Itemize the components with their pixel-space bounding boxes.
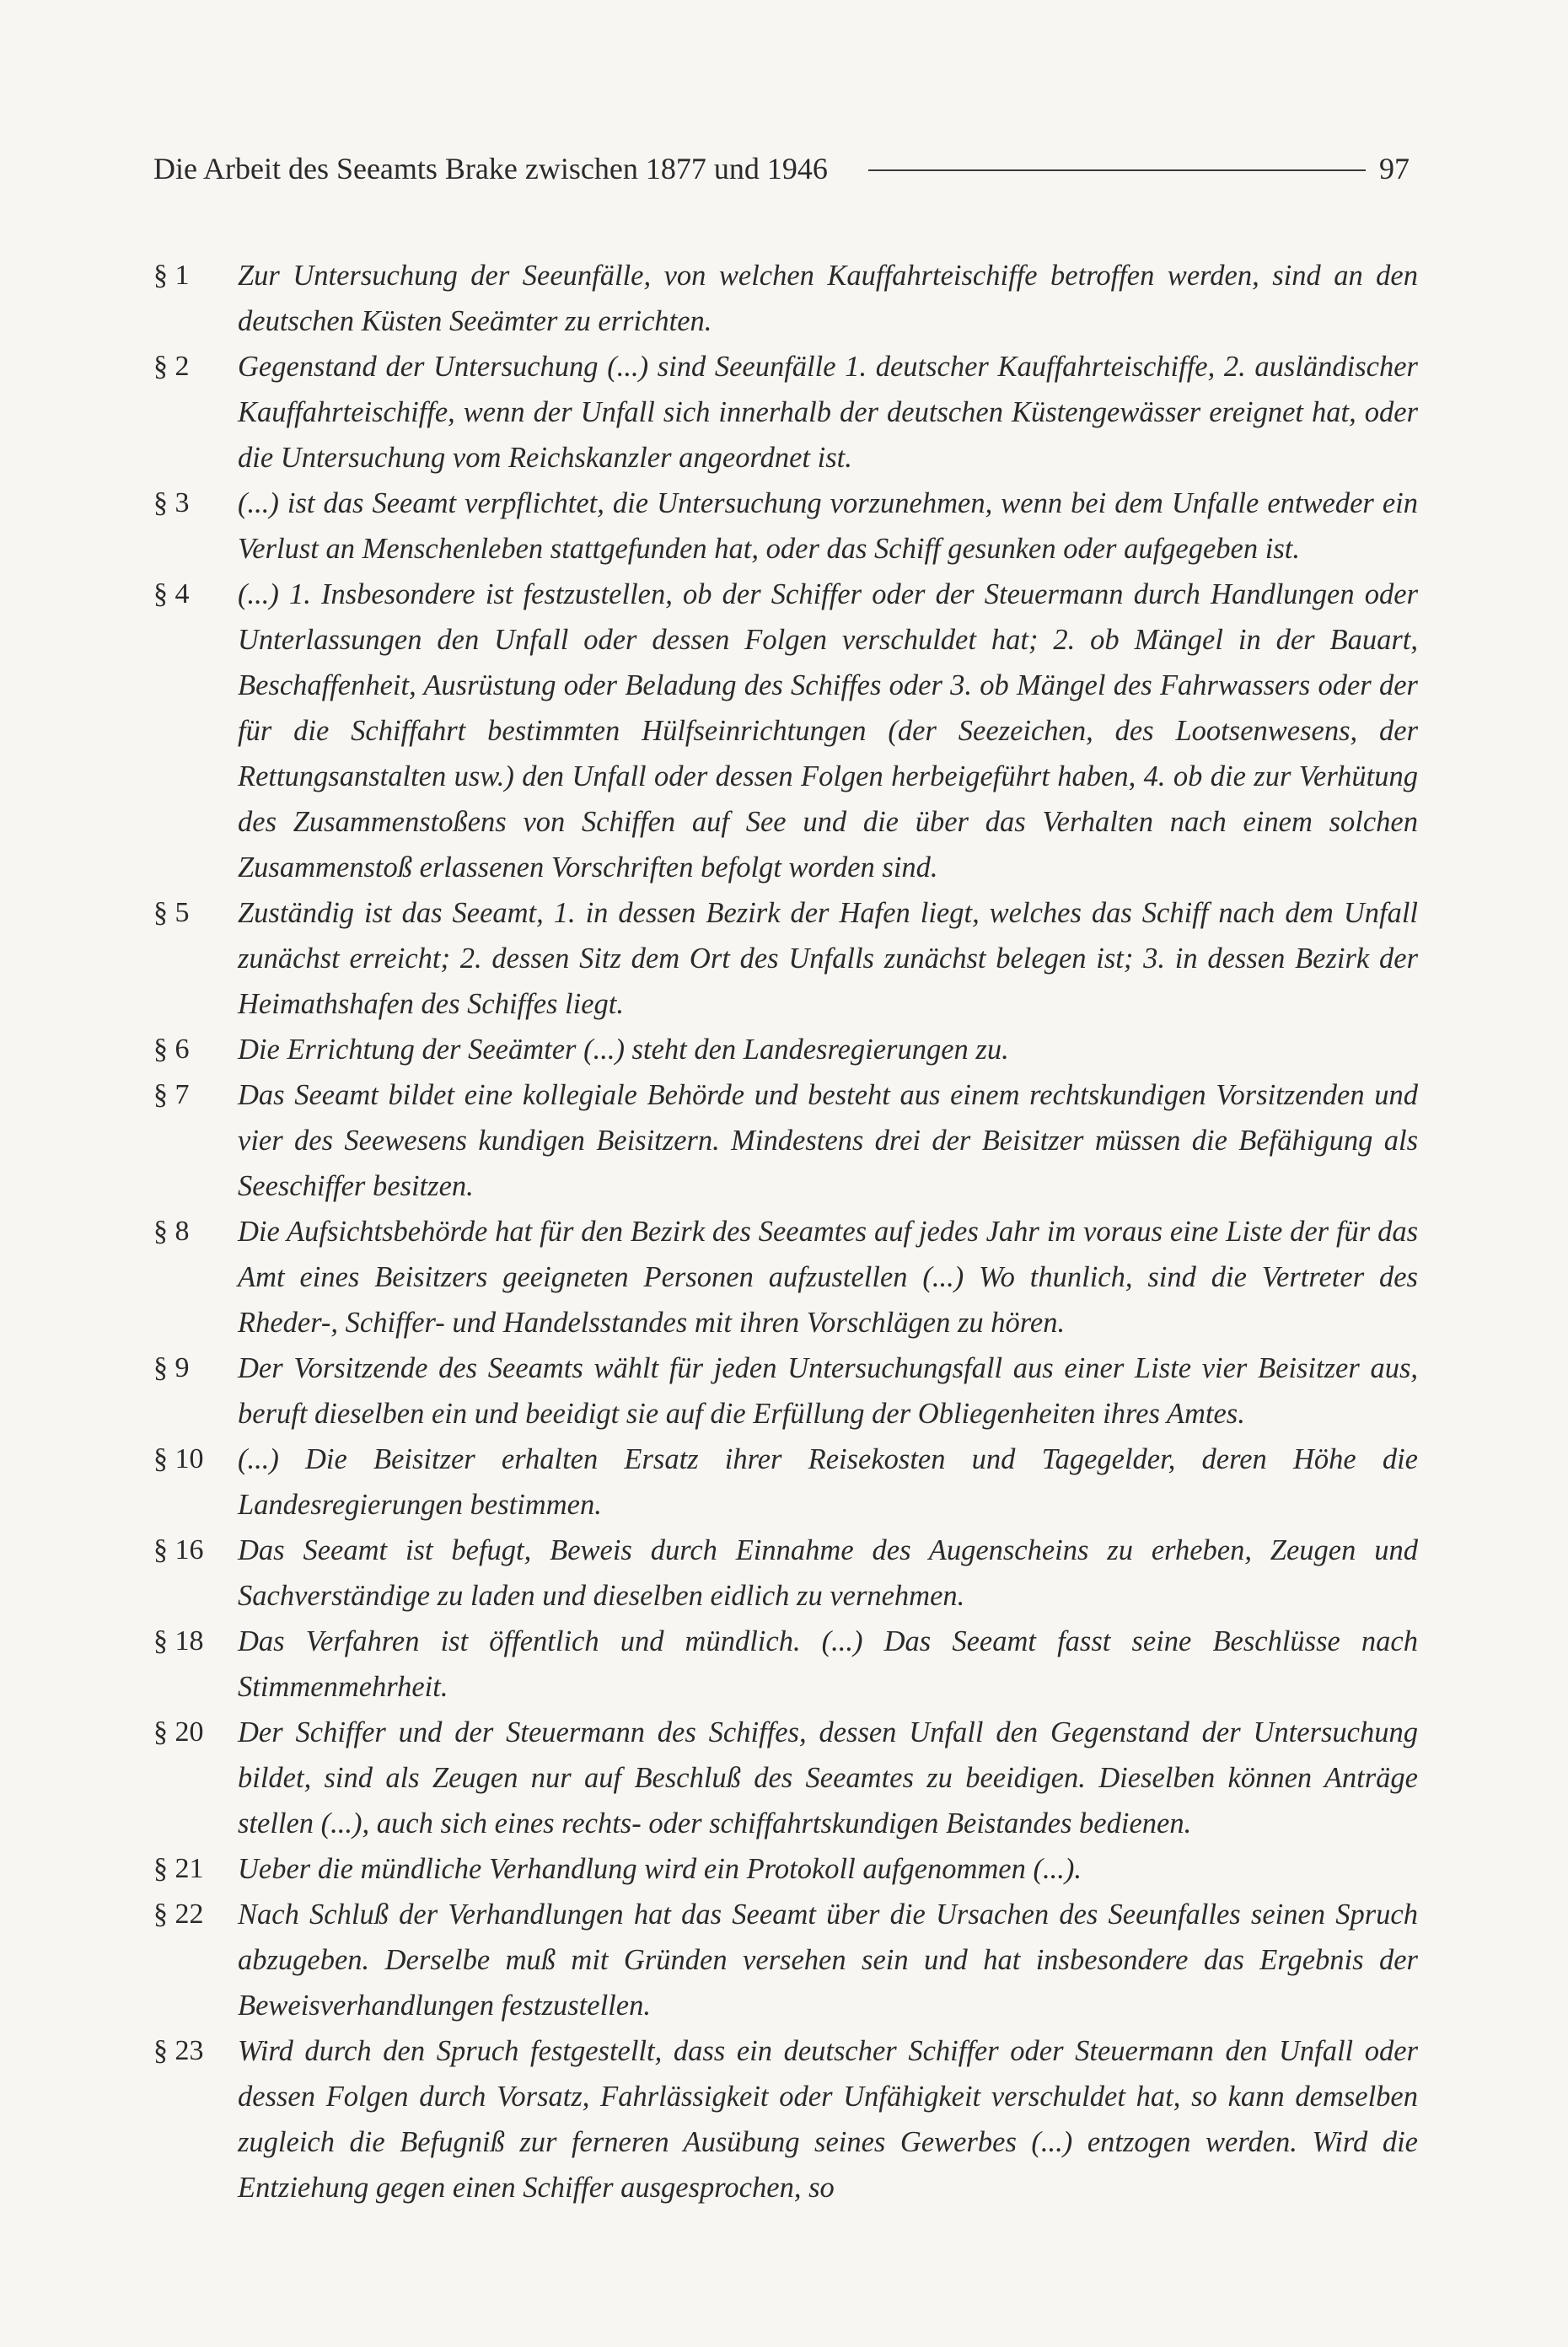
section-number: § 21 bbox=[153, 1853, 204, 1884]
section-item bbox=[153, 1209, 1418, 1345]
header-rule bbox=[868, 169, 1366, 171]
section-number: § 3 bbox=[153, 487, 190, 518]
section-text: Der Schiffer und der Steuermann des Schiffes, dessen Unfall den Gegenstand der Untersuchung bildet, sind als Zeugen nur auf Beschluß des Seeamtes zu beeidigen. Dieselben können Anträge stellen (...), auch sich eines rechts- oder schiffahrtskundigen Beistandes bedienen. bbox=[238, 1716, 1418, 1839]
running-title: Die Arbeit des Seeamts Brake zwischen 1877 und 1946 bbox=[153, 152, 828, 185]
section-number: § 10 bbox=[153, 1443, 204, 1474]
section-text: (...) ist das Seeamt verpflichtet, die Untersuchung vorzunehmen, wenn bei dem Unfalle entweder ein Verlust an Menschenleben stattgefunden hat, oder das Schiff gesunken oder aufgegeben ist. bbox=[238, 487, 1418, 565]
section-text: Zur Untersuchung der Seeunfälle, von welchen Kauffahrteischiffe betroffen werden, sind an den deutschen Küsten Seeämter zu errichten. bbox=[238, 260, 1418, 337]
section-text: Gegenstand der Untersuchung (...) sind Seeunfälle 1. deutscher Kauffahrteischiffe, 2. ausländischer Kauffahrteischiffe, wenn der Unfall sich innerhalb der deutschen Küstengewässer ereignet hat, oder die Untersuchung vom Reichskanzler angeordnet ist. bbox=[238, 351, 1418, 474]
section-item bbox=[153, 1345, 1418, 1437]
section-number: § 1 bbox=[153, 260, 190, 291]
section-number: § 20 bbox=[153, 1716, 204, 1748]
section-text: Das Seeamt ist befugt, Beweis durch Einnahme des Augenscheins zu erheben, Zeugen und Sachverständige zu laden und dieselben eidlich zu vernehmen. bbox=[238, 1534, 1418, 1612]
section-number: § 23 bbox=[153, 2035, 204, 2066]
section-item bbox=[153, 1072, 1418, 1209]
section-text: Wird durch den Spruch festgestellt, dass ein deutscher Schiffer oder Steuermann den Unfall oder dessen Folgen durch Vorsatz, Fahrlässigkeit oder Unfähigkeit verschuldet hat, so kann demselben zugleich die Befugniß zur ferneren Ausübung seines Gewerbes (...) entzogen werden. Wird die Entziehung gegen einen Schiffer ausgesprochen, so bbox=[238, 2035, 1418, 2204]
section-number: § 8 bbox=[153, 1216, 190, 1247]
section-number: § 9 bbox=[153, 1352, 190, 1383]
section-item bbox=[153, 1437, 1418, 1528]
section-item bbox=[153, 1528, 1418, 1619]
section-text: Die Aufsichtsbehörde hat für den Bezirk des Seeamtes auf jedes Jahr im voraus eine Liste der für das Amt eines Beisitzers geeigneten Personen aufzustellen (...) Wo thunlich, sind die Vertreter des Rheder-, Schiffer- und Handelsstandes mit ihren Vorschlägen zu hören. bbox=[238, 1216, 1418, 1339]
section-number: § 18 bbox=[153, 1625, 204, 1657]
section-number: § 5 bbox=[153, 897, 190, 928]
running-header bbox=[153, 143, 1410, 194]
section-item bbox=[153, 572, 1418, 890]
section-item bbox=[153, 1027, 1418, 1072]
page-number: 97 bbox=[1379, 152, 1410, 185]
section-number: § 7 bbox=[153, 1079, 190, 1110]
section-text: Nach Schluß der Verhandlungen hat das Seeamt über die Ursachen des Seeunfalles seinen Spruch abzugeben. Derselbe muß mit Gründen versehen sein und hat insbesondere das Ergebnis der Beweisverhandlungen festzustellen. bbox=[238, 1899, 1418, 2022]
section-item bbox=[153, 1892, 1418, 2028]
section-number: § 4 bbox=[153, 578, 190, 610]
section-item bbox=[153, 1710, 1418, 1846]
section-number: § 2 bbox=[153, 351, 190, 382]
section-text: Zuständig ist das Seeamt, 1. in dessen Bezirk der Hafen liegt, welches das Schiff nach dem Unfall zunächst erreicht; 2. dessen Sitz dem Ort des Unfalls zunächst belegen ist; 3. in dessen Bezirk der Heimathshafen des Schiffes liegt. bbox=[238, 897, 1418, 1020]
section-number: § 16 bbox=[153, 1534, 204, 1566]
section-text: (...) 1. Insbesondere ist festzustellen, ob der Schiffer oder der Steuermann durch Handlungen oder Unterlassungen den Unfall oder dessen Folgen verschuldet hat; 2. ob Mängel in der Bauart, Beschaffenheit, Ausrüstung oder Beladung des Schiffes oder 3. ob Mängel des Fahrwassers oder der für die Schiffahrt bestimmten Hülfseinrichtungen (der Seezeichen, des Lootsenwesens, der Rettungsanstalten usw.) den Unfall oder dessen Folgen herbeigeführt haben, 4. ob die zur Verhütung des Zusammenstoßens von Schiffen auf See und die über das Verhalten nach einem solchen Zusammenstoß erlassenen Vorschriften befolgt worden sind. bbox=[238, 578, 1418, 883]
section-item bbox=[153, 890, 1418, 1027]
section-item bbox=[153, 481, 1418, 572]
section-text: Ueber die mündliche Verhandlung wird ein Protokoll aufgenommen (...). bbox=[238, 1853, 1082, 1885]
section-number: § 6 bbox=[153, 1034, 190, 1065]
section-text: Das Verfahren ist öffentlich und mündlich. (...) Das Seeamt fasst seine Beschlüsse nach Stimmenmehrheit. bbox=[238, 1625, 1418, 1703]
section-item bbox=[153, 344, 1418, 481]
section-text: Der Vorsitzende des Seeamts wählt für jeden Untersuchungsfall aus einer Liste vier Beisitzer aus, beruft dieselben ein und beeidigt sie auf die Erfüllung der Obliegenheiten ihres Amtes. bbox=[238, 1352, 1418, 1430]
section-item bbox=[153, 2028, 1418, 2210]
section-item bbox=[153, 253, 1418, 344]
section-number: § 22 bbox=[153, 1899, 204, 1930]
section-text: Das Seeamt bildet eine kollegiale Behörde und besteht aus einem rechtskundigen Vorsitzenden und vier des Seewesens kundigen Beisitzern. Mindestens drei der Beisitzer müssen die Befähigung als Seeschiffer besitzen. bbox=[238, 1079, 1418, 1202]
section-list bbox=[153, 253, 1418, 2210]
section-text: (...) Die Beisitzer erhalten Ersatz ihrer Reisekosten und Tagegelder, deren Höhe die Landesregierungen bestimmen. bbox=[238, 1443, 1418, 1521]
section-item bbox=[153, 1619, 1418, 1710]
section-text: Die Errichtung der Seeämter (...) steht den Landesregierungen zu. bbox=[238, 1034, 1009, 1066]
section-item bbox=[153, 1846, 1418, 1892]
